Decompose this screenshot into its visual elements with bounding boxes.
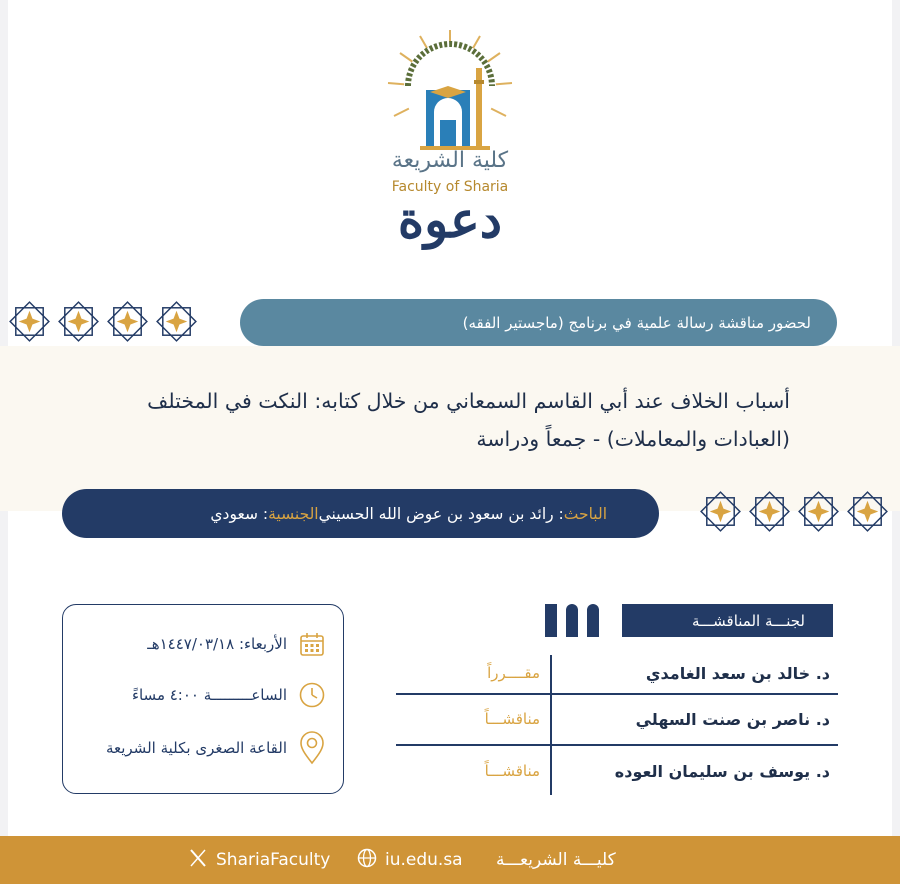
committee-member-3: د. يوسف بن سليمان العوده — [614, 762, 830, 781]
star-ornament — [697, 488, 744, 535]
footer — [0, 836, 900, 884]
star-ornaments-right — [697, 488, 891, 535]
committee-decor-bars — [545, 604, 599, 637]
committee-role-2: مناقشـــاً — [484, 710, 540, 728]
x-logo-icon — [188, 848, 208, 873]
star-ornaments-left — [6, 298, 200, 345]
footer-faculty: كليـــة الشريعـــة — [496, 850, 616, 870]
nationality-label: الجنسية — [268, 504, 319, 523]
program-pill — [240, 299, 837, 346]
committee-member-2: د. ناصر بن صنت السهلي — [635, 710, 830, 729]
researcher-label: الباحث — [563, 504, 607, 523]
faculty-name-ar: كلية الشريعة — [391, 148, 509, 173]
social-handle: ShariaFaculty — [216, 850, 331, 870]
location-pin-icon — [297, 733, 327, 763]
committee-heading: لجنـــة المناقشـــة — [622, 604, 833, 637]
researcher-name: : رائد بن سعود بن عوض الله الحسيني — [318, 504, 564, 523]
star-ornament — [153, 298, 200, 345]
thesis-title — [100, 382, 790, 458]
committee-role-3: مناقشـــاً — [484, 762, 540, 780]
website-text: iu.edu.sa — [385, 850, 463, 870]
university-logo — [380, 28, 520, 158]
committee-role-1: مقــــرراً — [487, 664, 540, 682]
star-ornament — [795, 488, 842, 535]
thesis-title-line2: (العبادات والمعاملات) - جمعاً ودراسة — [476, 427, 790, 451]
place-text: القاعة الصغرى بكلية الشريعة — [105, 739, 287, 757]
star-ornament — [6, 298, 53, 345]
researcher-pill — [62, 489, 659, 538]
clock-icon — [297, 680, 327, 710]
program-text: لحضور مناقشة رسالة علمية في برنامج (ماجستير الفقه) — [462, 313, 811, 332]
website-link[interactable] — [357, 836, 463, 884]
invitation-heading: دعوة — [397, 190, 503, 249]
social-link[interactable] — [188, 836, 330, 884]
date-text: الأربعاء: ١٤٤٧/٠٣/١٨هـ — [147, 635, 287, 653]
star-ornament — [104, 298, 151, 345]
star-ornament — [746, 488, 793, 535]
faculty-name-en: Faculty of Sharia — [391, 179, 509, 195]
thesis-title-line1: أسباب الخلاف عند أبي القاسم السمعاني من خلال كتابه: النكت في المختلف — [147, 389, 790, 413]
place-row — [106, 733, 327, 763]
time-text: الساعـــــــــة ٤:٠٠ مساءً — [131, 686, 287, 704]
calendar-icon — [297, 629, 327, 659]
committee-divider — [396, 693, 838, 695]
committee-divider — [396, 744, 838, 746]
star-ornament — [55, 298, 102, 345]
time-row — [132, 680, 327, 710]
nationality-value: : سعودي — [210, 504, 269, 523]
event-details-box — [62, 604, 344, 794]
star-ornament — [844, 488, 891, 535]
globe-icon — [357, 848, 377, 873]
date-row — [147, 629, 327, 659]
committee-member-1: د. خالد بن سعد الغامدي — [645, 664, 830, 683]
